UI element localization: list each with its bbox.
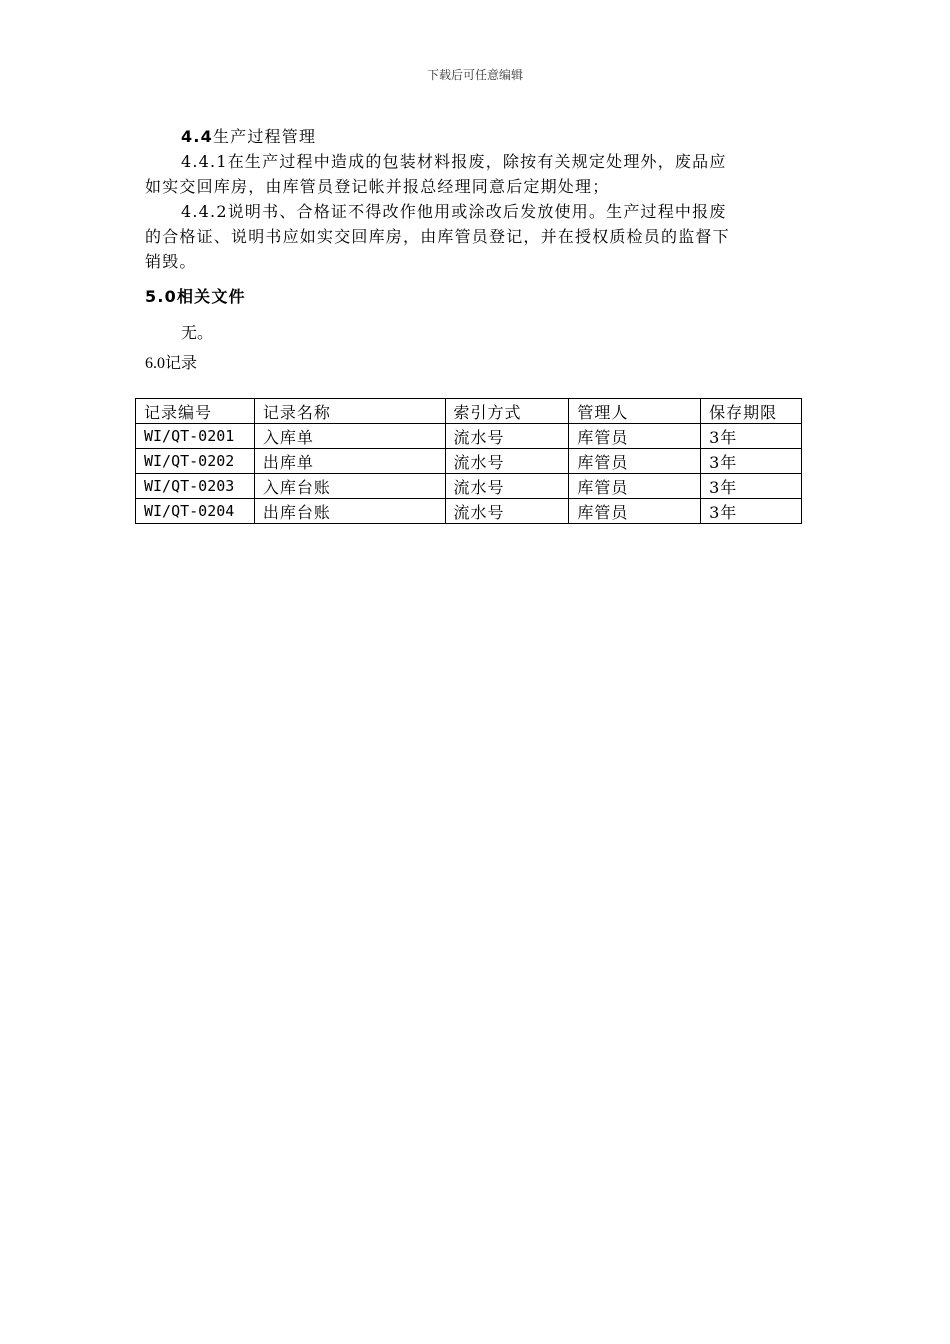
cell-index-method: 流水号 [445,424,569,449]
cell-index-method: 流水号 [445,474,569,499]
section-4-4-heading [145,124,805,149]
table-row [136,474,802,499]
table-row [136,499,802,524]
cell-record-number: WI/QT-0203 [136,474,255,499]
section-5-body: 无。 [181,323,214,342]
cell-record-name: 出库台账 [254,499,445,524]
cell-record-number: WI/QT-0204 [136,499,255,524]
document-body [145,124,805,376]
header-manager: 管理人 [569,399,701,424]
cell-manager: 库管员 [569,474,701,499]
cell-record-number: WI/QT-0201 [136,424,255,449]
records-table-header-row [136,399,802,424]
paragraph-4-4-2-text: 说明书、合格证不得改作他用或涂改后发放使用。生产过程中报废 [227,202,727,221]
paragraph-4-4-2-line-2: 的合格证、说明书应如实交回库房，由库管员登记，并在授权质检员的监督下 [145,227,730,246]
records-table [135,398,802,524]
cell-retention-period: 3年 [701,424,802,449]
header-record-name: 记录名称 [254,399,445,424]
header-index-method: 索引方式 [445,399,569,424]
table-row [136,449,802,474]
cell-manager: 库管员 [569,449,701,474]
paragraph-4-4-2-line-3: 销毁。 [145,252,197,271]
header-retention-period: 保存期限 [701,399,802,424]
cell-record-name: 出库单 [254,449,445,474]
cell-index-method: 流水号 [445,449,569,474]
cell-retention-period: 3年 [701,499,802,524]
cell-record-name: 入库单 [254,424,445,449]
paragraph-4-4-1-line-1 [145,149,805,174]
section-4-4-title: 生产过程管理 [212,127,317,146]
cell-record-name: 入库台账 [254,474,445,499]
paragraph-4-4-1-line-2: 如实交回库房，由库管员登记帐并报总经理同意后定期处理； [145,177,610,196]
cell-index-method: 流水号 [445,499,569,524]
cell-manager: 库管员 [569,499,701,524]
paragraph-4-4-1-text: 在生产过程中造成的包装材料报废，除按有关规定处理外，废品应 [227,152,727,171]
cell-record-number: WI/QT-0202 [136,449,255,474]
header-record-number: 记录编号 [136,399,255,424]
cell-manager: 库管员 [569,424,701,449]
cell-retention-period: 3年 [701,474,802,499]
paragraph-4-4-1-number: 4.4.1 [181,152,228,171]
table-row [136,424,802,449]
paragraph-4-4-2-line-1 [145,199,805,224]
cell-retention-period: 3年 [701,449,802,474]
section-6-title: 6.0记录 [145,355,198,372]
section-5-title: 5.0相关文件 [145,287,246,306]
paragraph-4-4-2-number: 4.4.2 [181,202,228,221]
page-header-note: 下载后可任意编辑 [426,68,523,82]
section-4-4-number: 4.4 [181,127,213,146]
